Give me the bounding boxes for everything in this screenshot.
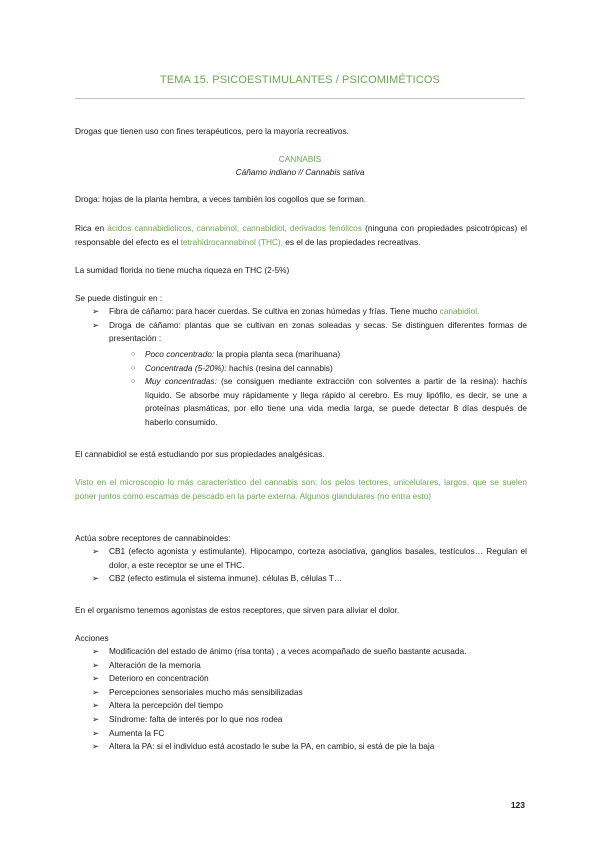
title-divider <box>75 98 525 99</box>
arrow-bullet-icon: ➢ <box>92 741 99 752</box>
list-item <box>92 305 527 319</box>
accion-text: Modificación del estado de ánimo (risa tonta) , a veces acompañado de sueño bastante acusada. <box>109 646 467 656</box>
form-label: Poco concentrado: <box>145 349 215 359</box>
form-label: Concentrada (5-20%): <box>145 362 227 373</box>
accion-text: Aumenta la FC <box>109 727 165 738</box>
cannabidiol-paragraph: El cannabidiol se está estudiando por sus propiedades analgésicas. <box>75 449 325 459</box>
receptors-list <box>92 545 527 586</box>
accion-text: Deterioro en concentración <box>109 673 209 684</box>
rica-text-c: es el de las propiedades recreativas. <box>283 237 421 247</box>
droga-canamo-text: Droga de cáñamo: plantas que se cultivan en zonas soleadas y secas. Se distinguen diferentes formas de presentación : <box>109 319 527 344</box>
actua-paragraph: Actúa sobre receptores de cannabinoides: <box>75 533 231 543</box>
microscopio-paragraph: Visto en el microscopio lo más característico del cannabis son: los pelos tectores, unicelulares, largos, que se suelen poner juntos como escamas de pescado en la parte externa. Algunos glandulares (no entra esto) <box>75 477 527 501</box>
accion-text: Síndrome: falta de interés por lo que nos rodea <box>109 713 283 724</box>
cannabis-subheading: Cáñamo indiano // Cannabis sativa <box>235 167 365 177</box>
circle-bullet-icon: ○ <box>131 351 136 358</box>
form-label: Muy concentradas: <box>145 376 217 387</box>
fibra-text: Fibra de cáñamo: para hacer cuerdas. Se cultiva en zonas húmedas y frías. Tiene mucho <box>109 306 440 316</box>
distinguir-paragraph: Se puede distinguir en : <box>75 293 163 303</box>
sumidad-paragraph: La sumidad florida no tiene mucha riqueza en THC (2-5%) <box>75 265 290 275</box>
form-text: hachís (resina del cannabis) <box>226 362 333 373</box>
rica-thc: tetrahidrocannabinol (THC), <box>180 237 283 247</box>
rica-text-a: Rica en <box>75 223 108 233</box>
receptor-text: CB2 (efecto estimula el sistema inmune). células B, células T… <box>109 573 343 584</box>
list-item <box>92 545 527 572</box>
cannabis-heading-text: CANNABIS <box>278 154 322 164</box>
droga-paragraph: Droga: hojas de la planta hembra, a veces también los cogollos que se forman. <box>75 194 367 204</box>
list-item <box>92 319 527 346</box>
arrow-bullet-icon: ➢ <box>92 673 99 684</box>
page-title: TEMA 15. PSICOESTIMULANTES / PSICOMIMÉTICOS <box>160 74 440 86</box>
forms-list <box>131 348 527 430</box>
form-text: la propia planta seca (marihuana) <box>214 349 341 359</box>
list-item <box>131 362 527 376</box>
arrow-bullet-icon: ➢ <box>92 573 99 584</box>
list-item <box>92 727 529 741</box>
acciones-heading: Acciones <box>75 633 109 643</box>
list-item <box>92 572 527 586</box>
arrow-bullet-icon: ➢ <box>92 700 99 711</box>
list-item <box>92 686 529 700</box>
list-item <box>92 713 529 727</box>
arrow-bullet-icon: ➢ <box>92 646 99 656</box>
fibra-canabidiol: canabidiol. <box>439 306 480 316</box>
arrow-bullet-icon: ➢ <box>92 659 99 670</box>
arrow-bullet-icon: ➢ <box>92 713 99 724</box>
arrow-bullet-icon: ➢ <box>92 319 99 330</box>
accion-text: Altera la percepción del tiempo <box>109 700 223 711</box>
circle-bullet-icon: ○ <box>131 364 136 372</box>
arrow-bullet-icon: ➢ <box>92 546 99 556</box>
circle-bullet-icon: ○ <box>131 378 136 386</box>
rica-compounds: ácidos cannabidiolicos, cannabinol, cannabidiol, derivados fenólicos <box>107 223 362 233</box>
list-item <box>92 699 529 713</box>
rica-paragraph <box>75 221 527 249</box>
form-text: (se consiguen mediante extracción con solventes a partir de la resina): hachís líquido. Se absorbe muy rápidamente y llega rápido al cerebro. Es muy lipófilo, es decir, se une a proteínas plasmáticas, por ello tiene una vida media larga, se puede detectar 8 días después de haberlo consumido. <box>145 376 527 427</box>
accion-text: Percepciones sensoriales mucho más sensibilizadas <box>109 686 303 697</box>
list-item <box>92 672 529 686</box>
page-number: 123 <box>510 800 525 810</box>
intro-paragraph: Drogas que tienen uso con fines terapéuticos, pero la mayoría recreativos. <box>75 126 349 136</box>
arrow-bullet-icon: ➢ <box>92 306 99 316</box>
arrow-bullet-icon: ➢ <box>92 727 99 738</box>
accion-text: Alteración de la memoria <box>109 659 201 670</box>
list-item <box>131 348 527 362</box>
list-item <box>92 659 529 673</box>
rica-text-b: (ninguna con propiedades psicotrópicas) el responsable del efecto es el <box>75 223 527 247</box>
list-item <box>92 740 529 754</box>
acciones-list <box>92 645 529 754</box>
list-item <box>131 375 527 429</box>
cannabis-heading <box>0 152 600 166</box>
distinguir-list <box>92 305 527 346</box>
list-item <box>92 645 529 659</box>
arrow-bullet-icon: ➢ <box>92 686 99 697</box>
agonistas-paragraph: En el organismo tenemos agonistas de estos receptores, que sirven para aliviar el dolor. <box>75 605 400 615</box>
accion-text: Altera la PA: si el individuo está acostado le sube la PA, en cambio, si está de pie la baja <box>109 741 435 752</box>
receptor-text: CB1 (efecto agonista y estimulante). Hipocampo, corteza asociativa, ganglios basales, testículos… Regulan el dolor, a este receptor se une el THC. <box>109 546 527 570</box>
